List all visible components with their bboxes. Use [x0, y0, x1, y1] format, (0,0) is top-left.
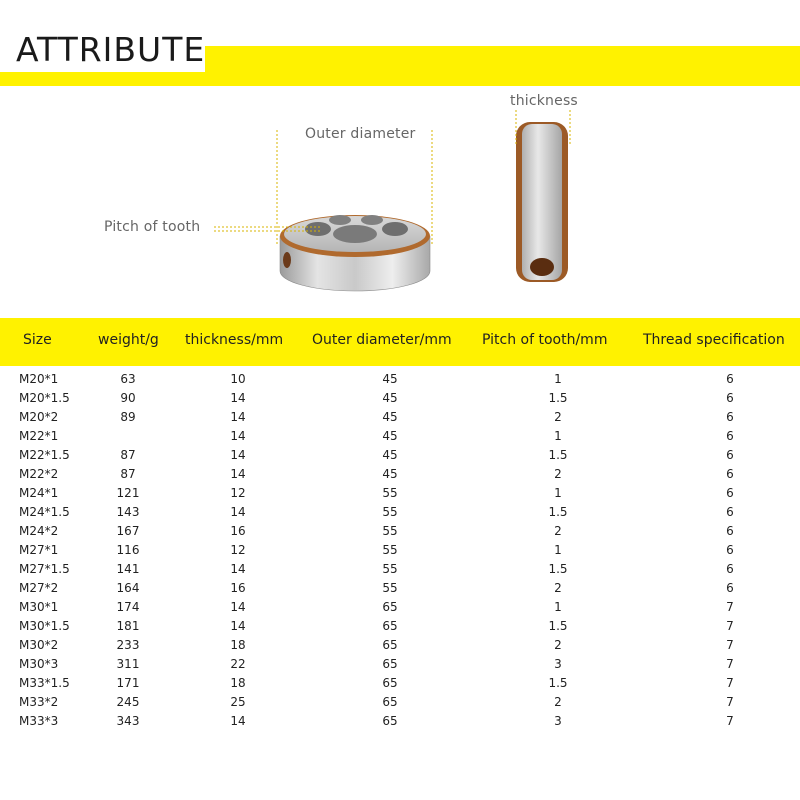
weight-cell: 87 — [120, 467, 136, 481]
outer-diameter-cell: 65 — [382, 619, 398, 633]
size-cell: M20*1.5 — [19, 391, 70, 405]
size-cell: M22*2 — [19, 467, 59, 481]
weight-cell: 89 — [120, 410, 136, 424]
table-row — [0, 617, 800, 636]
label-pitch-of-tooth: Pitch of tooth — [104, 219, 201, 235]
thickness-cell: 22 — [230, 657, 246, 671]
thread-spec-cell: 6 — [726, 448, 734, 462]
pitch-cell: 2 — [554, 467, 562, 481]
thread-spec-cell: 7 — [726, 676, 734, 690]
pitch-cell: 2 — [554, 638, 562, 652]
thickness-cell: 14 — [230, 429, 246, 443]
outer-diameter-cell: 65 — [382, 676, 398, 690]
column-header-size: Size — [23, 332, 52, 348]
size-cell: M30*2 — [19, 638, 59, 652]
page-title: ATTRIBUTE — [16, 30, 206, 69]
thread-spec-cell: 6 — [726, 486, 734, 500]
weight-cell: 90 — [120, 391, 136, 405]
outer-diameter-cell: 55 — [382, 581, 398, 595]
table-row — [0, 503, 800, 522]
outer-diameter-cell: 55 — [382, 562, 398, 576]
weight-cell: 63 — [120, 372, 136, 386]
column-header-weight: weight/g — [98, 332, 159, 348]
thickness-cell: 14 — [230, 600, 246, 614]
outer-diameter-cell: 65 — [382, 714, 398, 728]
thread-spec-cell: 6 — [726, 410, 734, 424]
table-row — [0, 408, 800, 427]
product-illustration — [0, 86, 800, 316]
thickness-cell: 16 — [230, 524, 246, 538]
weight-cell: 343 — [116, 714, 140, 728]
label-outer-diameter: Outer diameter — [305, 126, 416, 142]
outer-diameter-cell: 45 — [382, 410, 398, 424]
spec-table-body — [0, 370, 800, 731]
thickness-cell: 14 — [230, 714, 246, 728]
label-thickness: thickness — [510, 93, 578, 109]
weight-cell: 87 — [120, 448, 136, 462]
pitch-cell: 2 — [554, 524, 562, 538]
size-cell: M33*1.5 — [19, 676, 70, 690]
weight-cell: 311 — [116, 657, 140, 671]
pitch-cell: 1.5 — [548, 619, 568, 633]
size-cell: M24*1 — [19, 486, 59, 500]
size-cell: M27*1.5 — [19, 562, 70, 576]
weight-cell: 164 — [116, 581, 140, 595]
outer-diameter-cell: 45 — [382, 429, 398, 443]
thread-spec-cell: 6 — [726, 391, 734, 405]
thread-spec-cell: 7 — [726, 600, 734, 614]
outer-diameter-cell: 65 — [382, 695, 398, 709]
size-cell: M22*1 — [19, 429, 59, 443]
thread-spec-cell: 6 — [726, 467, 734, 481]
weight-cell: 245 — [116, 695, 140, 709]
size-cell: M20*1 — [19, 372, 59, 386]
outer-diameter-cell: 65 — [382, 600, 398, 614]
size-cell: M33*2 — [19, 695, 59, 709]
pitch-cell: 1.5 — [548, 391, 568, 405]
round-die-angled — [280, 215, 430, 291]
size-cell: M30*3 — [19, 657, 59, 671]
pitch-cell: 1 — [554, 600, 562, 614]
outer-diameter-cell: 65 — [382, 657, 398, 671]
outer-diameter-cell: 55 — [382, 543, 398, 557]
size-cell: M24*2 — [19, 524, 59, 538]
column-header-thread-spec: Thread specification — [643, 332, 785, 348]
size-cell: M33*3 — [19, 714, 59, 728]
pitch-cell: 2 — [554, 410, 562, 424]
pitch-cell: 1 — [554, 543, 562, 557]
weight-cell: 167 — [116, 524, 140, 538]
pitch-cell: 1.5 — [548, 562, 568, 576]
size-cell: M27*2 — [19, 581, 59, 595]
thickness-cell: 14 — [230, 391, 246, 405]
thread-spec-cell: 6 — [726, 562, 734, 576]
thickness-cell: 14 — [230, 467, 246, 481]
thickness-cell: 10 — [230, 372, 246, 386]
table-row — [0, 446, 800, 465]
table-row — [0, 560, 800, 579]
table-row — [0, 655, 800, 674]
pitch-cell: 1.5 — [548, 448, 568, 462]
outer-diameter-cell: 55 — [382, 524, 398, 538]
size-cell: M24*1.5 — [19, 505, 70, 519]
weight-cell: 233 — [116, 638, 140, 652]
table-row — [0, 579, 800, 598]
thickness-cell: 18 — [230, 676, 246, 690]
column-header-outer-diameter: Outer diameter/mm — [312, 332, 452, 348]
weight-cell: 143 — [116, 505, 140, 519]
thickness-cell: 18 — [230, 638, 246, 652]
table-row — [0, 389, 800, 408]
pitch-cell: 3 — [554, 657, 562, 671]
thread-spec-cell: 7 — [726, 714, 734, 728]
thread-spec-cell: 7 — [726, 619, 734, 633]
thickness-cell: 14 — [230, 448, 246, 462]
thread-spec-cell: 6 — [726, 581, 734, 595]
outer-diameter-cell: 45 — [382, 391, 398, 405]
table-row — [0, 465, 800, 484]
size-cell: M27*1 — [19, 543, 59, 557]
pitch-cell: 1 — [554, 486, 562, 500]
thread-spec-cell: 6 — [726, 505, 734, 519]
outer-diameter-cell: 55 — [382, 486, 398, 500]
thread-spec-cell: 7 — [726, 657, 734, 671]
thickness-cell: 14 — [230, 410, 246, 424]
thread-spec-cell: 6 — [726, 543, 734, 557]
table-row — [0, 598, 800, 617]
outer-diameter-cell: 45 — [382, 448, 398, 462]
thickness-cell: 25 — [230, 695, 246, 709]
table-row — [0, 370, 800, 389]
outer-diameter-cell: 45 — [382, 467, 398, 481]
pitch-cell: 2 — [554, 695, 562, 709]
thread-spec-cell: 6 — [726, 429, 734, 443]
column-header-pitch: Pitch of tooth/mm — [482, 332, 608, 348]
table-row — [0, 484, 800, 503]
thickness-cell: 14 — [230, 562, 246, 576]
outer-diameter-cell: 65 — [382, 638, 398, 652]
size-cell: M22*1.5 — [19, 448, 70, 462]
pitch-cell: 1 — [554, 372, 562, 386]
die-illustration — [0, 86, 800, 316]
thickness-cell: 14 — [230, 619, 246, 633]
thickness-cell: 12 — [230, 486, 246, 500]
pitch-cell: 1.5 — [548, 505, 568, 519]
thread-spec-cell: 6 — [726, 524, 734, 538]
pitch-cell: 1 — [554, 429, 562, 443]
table-row — [0, 712, 800, 731]
pitch-cell: 3 — [554, 714, 562, 728]
outer-diameter-cell: 55 — [382, 505, 398, 519]
size-cell: M30*1.5 — [19, 619, 70, 633]
column-header-thickness: thickness/mm — [185, 332, 284, 348]
thread-spec-cell: 6 — [726, 372, 734, 386]
table-row — [0, 693, 800, 712]
thread-spec-cell: 7 — [726, 695, 734, 709]
round-die-side — [516, 122, 568, 282]
table-row — [0, 541, 800, 560]
weight-cell: 116 — [116, 543, 140, 557]
thread-spec-cell: 7 — [726, 638, 734, 652]
pitch-cell: 1.5 — [548, 676, 568, 690]
size-cell: M30*1 — [19, 600, 59, 614]
size-cell: M20*2 — [19, 410, 59, 424]
weight-cell: 174 — [116, 600, 140, 614]
outer-diameter-cell: 45 — [382, 372, 398, 386]
table-row — [0, 427, 800, 446]
pitch-cell: 2 — [554, 581, 562, 595]
table-row — [0, 674, 800, 693]
thickness-cell: 14 — [230, 505, 246, 519]
table-row — [0, 522, 800, 541]
weight-cell: 121 — [116, 486, 140, 500]
thickness-cell: 12 — [230, 543, 246, 557]
weight-cell: 141 — [116, 562, 140, 576]
weight-cell: 181 — [116, 619, 140, 633]
thickness-cell: 16 — [230, 581, 246, 595]
weight-cell: 171 — [116, 676, 140, 690]
table-row — [0, 636, 800, 655]
